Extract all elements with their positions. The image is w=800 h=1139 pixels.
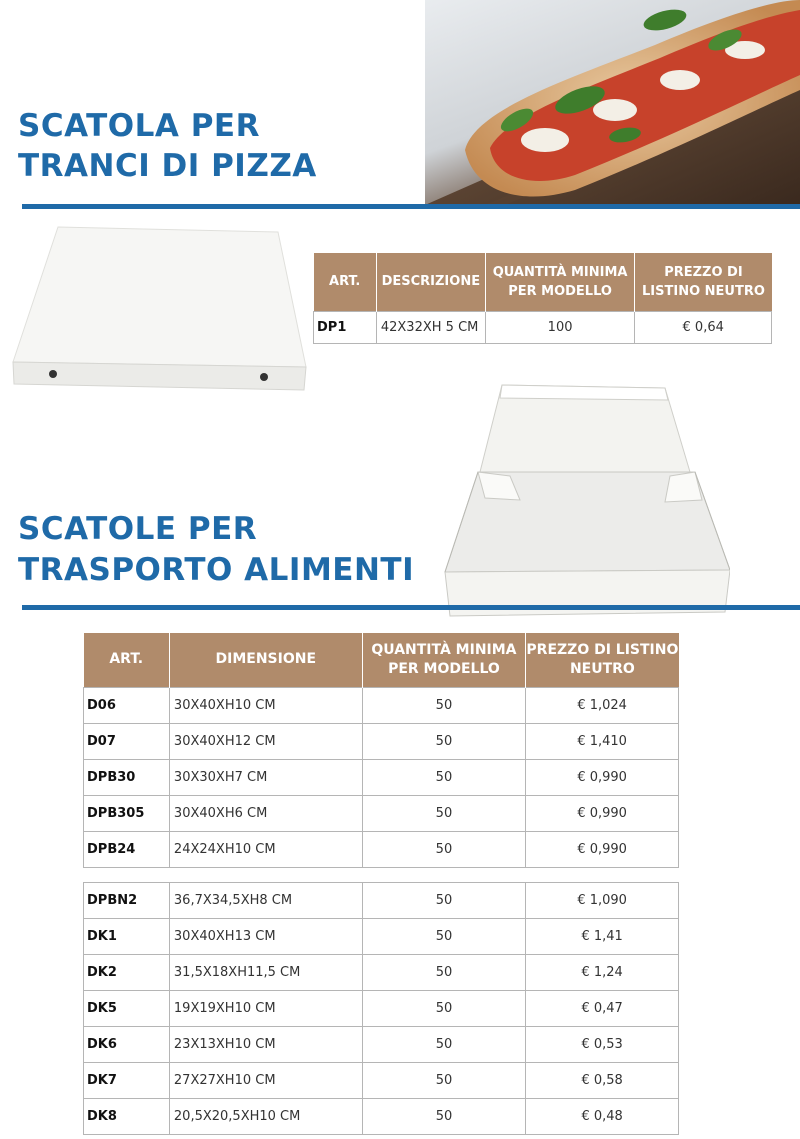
transport-box-table-1 — [83, 633, 679, 868]
section2-divider — [22, 605, 800, 610]
cell-dim: 30X40XH12 CM — [169, 723, 362, 759]
cell-price: € 0,47 — [526, 991, 679, 1027]
table-row — [84, 723, 679, 759]
cell-price: € 0,53 — [526, 1027, 679, 1063]
cell-price: € 0,48 — [526, 1099, 679, 1135]
cell-qty: 50 — [362, 1027, 526, 1063]
header-prezzo: PREZZO DI LISTINO NEUTRO — [635, 253, 772, 311]
cell-art: DPB30 — [84, 759, 170, 795]
cell-art: DPBN2 — [84, 883, 170, 919]
cell-qty: 100 — [485, 311, 635, 343]
cell-price: € 0,990 — [526, 759, 679, 795]
cell-art: DK8 — [84, 1099, 170, 1135]
table-row — [84, 831, 679, 867]
cell-art: DK1 — [84, 919, 170, 955]
section1-title-line2: TRANCI DI PIZZA — [18, 148, 317, 184]
cell-dim: 23X13XH10 CM — [169, 1027, 362, 1063]
table-row — [84, 1099, 679, 1135]
cell-dim: 36,7X34,5XH8 CM — [169, 883, 362, 919]
cell-art: DK7 — [84, 1063, 170, 1099]
header-dimensione: DIMENSIONE — [169, 633, 362, 687]
header-quantita: QUANTITÀ MINIMA PER MODELLO — [362, 633, 526, 687]
cell-dim: 24X24XH10 CM — [169, 831, 362, 867]
header-prezzo: PREZZO DI LISTINO NEUTRO — [526, 633, 679, 687]
cell-art: D06 — [84, 687, 170, 723]
table-row — [84, 1063, 679, 1099]
open-box-image — [440, 380, 730, 620]
cell-price: € 0,990 — [526, 831, 679, 867]
cell-dim: 30X40XH13 CM — [169, 919, 362, 955]
table-row — [84, 759, 679, 795]
cell-art: DK2 — [84, 955, 170, 991]
cell-price: € 1,090 — [526, 883, 679, 919]
cell-qty: 50 — [362, 759, 526, 795]
cell-art: DPB305 — [84, 795, 170, 831]
section2-title-line1: SCATOLE PER — [18, 511, 258, 547]
cell-qty: 50 — [362, 723, 526, 759]
cell-price: € 0,990 — [526, 795, 679, 831]
cell-dim: 31,5X18XH11,5 CM — [169, 955, 362, 991]
cell-art: DP1 — [314, 311, 377, 343]
cell-qty: 50 — [362, 883, 526, 919]
cell-qty: 50 — [362, 1063, 526, 1099]
cell-qty: 50 — [362, 1099, 526, 1135]
cell-qty: 50 — [362, 687, 526, 723]
table-row — [84, 883, 679, 919]
cell-desc: 42X32XH 5 CM — [376, 311, 485, 343]
cell-price: € 0,58 — [526, 1063, 679, 1099]
table-row — [84, 955, 679, 991]
cell-art: DK5 — [84, 991, 170, 1027]
cell-dim: 30X40XH6 CM — [169, 795, 362, 831]
cell-dim: 30X30XH7 CM — [169, 759, 362, 795]
cell-dim: 27X27XH10 CM — [169, 1063, 362, 1099]
cell-price: € 0,64 — [635, 311, 772, 343]
cell-dim: 30X40XH10 CM — [169, 687, 362, 723]
table-row — [84, 991, 679, 1027]
pizza-box-table — [313, 253, 772, 344]
table-row — [84, 919, 679, 955]
cell-dim: 19X19XH10 CM — [169, 991, 362, 1027]
header-art: ART. — [84, 633, 170, 687]
table-row — [84, 687, 679, 723]
transport-box-table-2 — [83, 882, 679, 1135]
cell-qty: 50 — [362, 795, 526, 831]
header-art: ART. — [314, 253, 377, 311]
cell-dim: 20,5X20,5XH10 CM — [169, 1099, 362, 1135]
cell-qty: 50 — [362, 991, 526, 1027]
section1-divider — [22, 204, 800, 209]
cell-art: DPB24 — [84, 831, 170, 867]
cell-price: € 1,410 — [526, 723, 679, 759]
table-row — [84, 795, 679, 831]
table-header-row — [314, 253, 772, 311]
cell-price: € 1,24 — [526, 955, 679, 991]
cell-price: € 1,41 — [526, 919, 679, 955]
cell-art: D07 — [84, 723, 170, 759]
cell-art: DK6 — [84, 1027, 170, 1063]
table-header-row — [84, 633, 679, 687]
cell-qty: 50 — [362, 955, 526, 991]
cell-qty: 50 — [362, 831, 526, 867]
table-row — [84, 1027, 679, 1063]
cell-qty: 50 — [362, 919, 526, 955]
header-descrizione: DESCRIZIONE — [376, 253, 485, 311]
closed-box-image — [8, 222, 308, 397]
table-row — [314, 311, 772, 343]
header-quantita: QUANTITÀ MINIMA PER MODELLO — [485, 253, 635, 311]
section1-title-line1: SCATOLA PER — [18, 108, 260, 144]
cell-price: € 1,024 — [526, 687, 679, 723]
pizza-photo — [425, 0, 800, 205]
section2-title-line2: TRASPORTO ALIMENTI — [18, 552, 415, 588]
